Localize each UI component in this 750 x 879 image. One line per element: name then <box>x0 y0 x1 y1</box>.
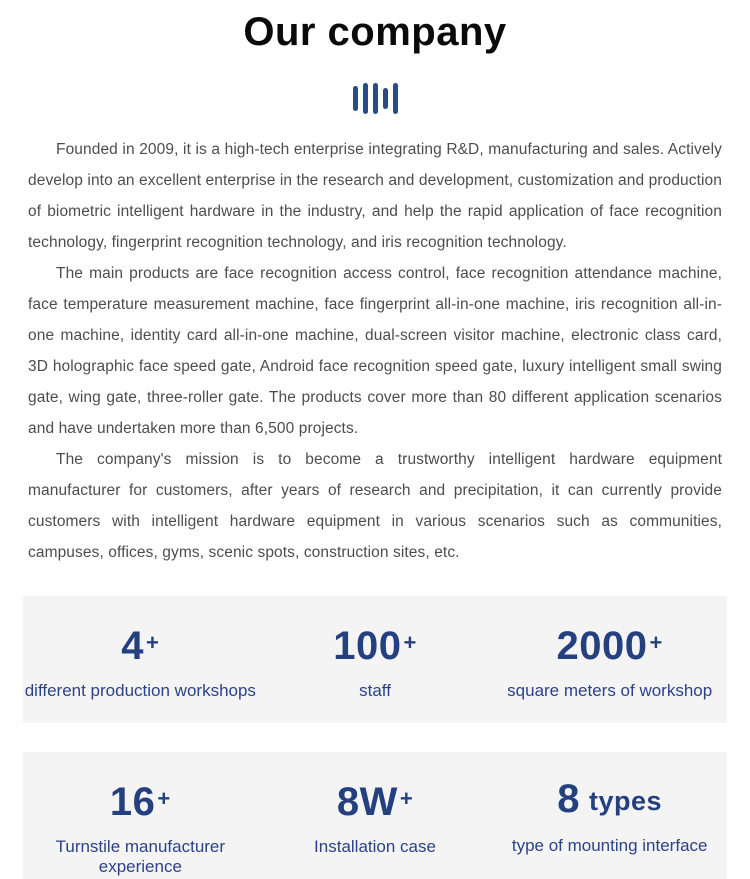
stat-installation-case <box>258 752 493 879</box>
stat-label: different production workshops <box>24 681 256 700</box>
stat-number: 8W <box>336 780 398 824</box>
bar-icon <box>383 88 388 109</box>
about-paragraph-products: The main products are face recognition access control, face recognition attendance machine, face temperature measurement machine, face fingerprint all-in-one machine, iris recognition all-in-one machine, identity card all-in-one machine, dual-screen visitor machine, electronic class card, 3D holographic face speed gate, Android face recognition speed gate, luxury intelligent small swing gate, wing gate, three-roller gate. The products cover more than 80 different application scenarios and have undertaken more than 6,500 projects. <box>28 265 722 437</box>
stat-value <box>492 621 727 668</box>
stat-value <box>23 777 258 824</box>
stat-suffix: + <box>146 630 160 655</box>
stat-suffix: + <box>157 786 171 811</box>
bar-icon <box>363 83 368 114</box>
bar-icon <box>373 83 378 114</box>
stat-number: 2000 <box>556 624 648 668</box>
stat-label: square meters of workshop <box>507 681 713 700</box>
stat-production-workshops <box>23 596 258 723</box>
stat-value <box>258 777 493 824</box>
stat-suffix: + <box>403 630 417 655</box>
stats-band-1 <box>23 596 727 723</box>
stat-suffix: + <box>399 786 414 811</box>
stat-workshop-area <box>492 596 727 723</box>
page-title: Our company <box>243 10 507 54</box>
stat-value <box>492 777 727 823</box>
stat-label: Installation case <box>314 837 436 856</box>
stat-manufacturer-experience <box>23 752 258 879</box>
stat-staff <box>258 596 493 723</box>
stat-label: staff <box>359 681 391 700</box>
our-company-page <box>0 8 750 876</box>
bar-icon <box>353 86 358 111</box>
bar-icon <box>393 83 398 114</box>
stat-number: 16 <box>109 780 156 824</box>
stats-band-2 <box>23 752 727 879</box>
stat-number: 4 <box>121 624 145 668</box>
about-text-block <box>28 134 722 568</box>
stat-mounting-interface-types <box>492 752 727 879</box>
about-paragraph-founding: Founded in 2009, it is a high-tech enterprise integrating R&D, manufacturing and sales. Actively develop into an excellent enterprise in the research and development, customization and production of biometric intelligent hardware in the industry, and help the rapid application of face recognition technology, fingerprint recognition technology, and iris recognition technology. <box>28 141 722 251</box>
stat-number: 8 <box>557 777 581 821</box>
stat-number: 100 <box>333 624 402 668</box>
stat-value <box>23 621 258 668</box>
stat-suffix: + <box>649 630 663 655</box>
stat-suffix: types <box>589 786 663 816</box>
stat-value <box>258 621 493 668</box>
stat-label: Turnstile manufacturer experience <box>55 837 226 876</box>
about-paragraph-mission: The company's mission is to become a trustworthy intelligent hardware equipment manufacturer for customers, after years of research and precipitation, it can currently provide customers with intelligent hardware equipment in various scenarios such as communities, campuses, offices, gyms, scenic spots, construction sites, etc. <box>28 451 722 561</box>
equalizer-bars-icon <box>0 82 750 114</box>
stat-label: type of mounting interface <box>511 836 708 855</box>
